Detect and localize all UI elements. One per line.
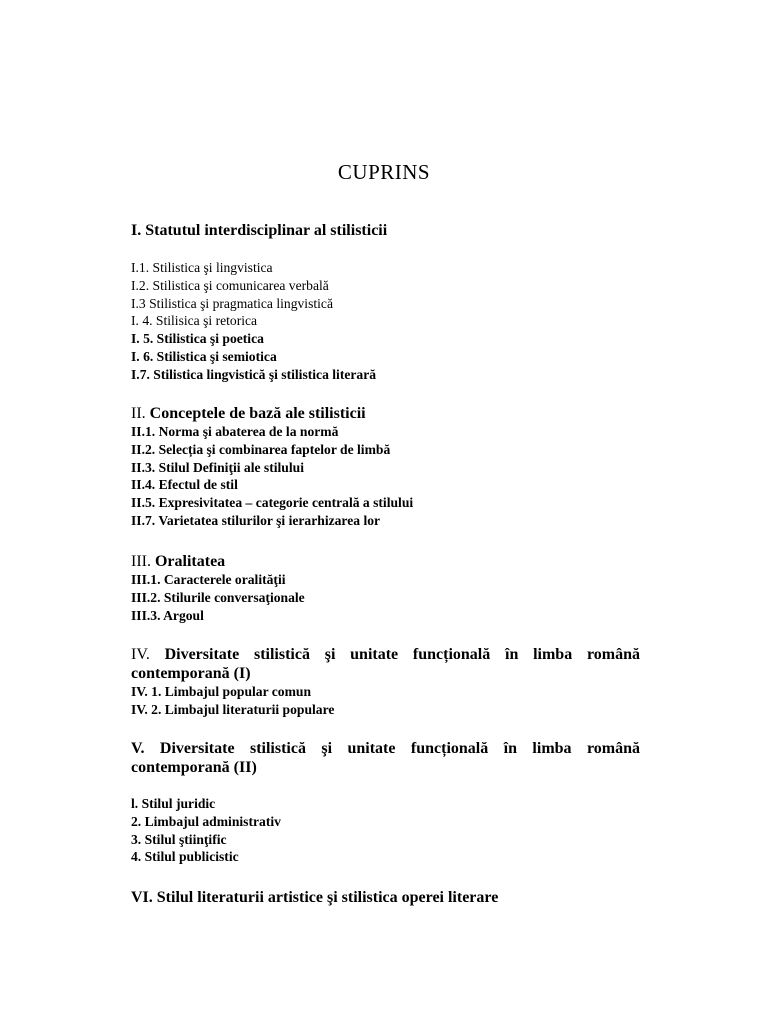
toc-item: II.7. Varietatea stilurilor şi ierarhizarea lor (131, 512, 381, 528)
toc-item: III.3. Argoul (131, 607, 204, 623)
toc-item: 4. Stilul publicistic (131, 849, 239, 865)
toc-heading-3-num: III. (131, 553, 151, 570)
toc-section-1 (131, 221, 640, 240)
toc-items-5 (131, 795, 640, 866)
toc-heading-4-num: IV. (131, 646, 150, 663)
toc-heading-6 (131, 888, 640, 907)
toc-heading-2 (131, 404, 640, 423)
toc-item: 2. Limbajul administrativ (131, 813, 281, 829)
toc-item: I.3 Stilistica şi pragmatica lingvistică (131, 295, 333, 311)
toc-section-5 (131, 739, 640, 777)
toc-item: I.2. Stilistica şi comunicarea verbală (131, 277, 329, 293)
toc-item: I.1. Stilistica şi lingvistica (131, 260, 273, 275)
toc-item: 3. Stilul ştiinţific (131, 831, 227, 847)
toc-item: III.2. Stilurile conversaţionale (131, 589, 305, 605)
toc-item: II.2. Selecția şi combinarea faptelor de limbă (131, 441, 391, 457)
toc-item: l. Stilul juridic (131, 796, 216, 811)
toc-heading-5-title: Diversitate stilistică şi unitate funcțională în limba română contemporană (II) (131, 740, 640, 776)
toc-section-2 (131, 404, 640, 530)
toc-heading-6-num: VI. (131, 889, 153, 906)
toc-heading-5-num: V. (131, 740, 145, 757)
toc-item: IV. 2. Limbajul literaturii populare (131, 701, 335, 717)
toc-heading-2-num: II. (131, 405, 146, 422)
toc-heading-1-num: I. (131, 222, 142, 239)
toc-heading-4 (131, 645, 640, 683)
toc-heading-1-title: Statutul interdisciplinar al stilisticii (141, 222, 388, 239)
toc-item: II.4. Efectul de stil (131, 477, 238, 493)
toc-heading-5 (131, 739, 640, 777)
toc-item: II.1. Norma şi abaterea de la normă (131, 424, 339, 439)
toc-item: III.1. Caracterele oralităţii (131, 572, 286, 587)
toc-section-6 (131, 888, 640, 907)
toc-heading-4-title: Diversitate stilistică şi unitate funcțională în limba română contemporană (I) (131, 646, 640, 682)
toc-section-4 (131, 645, 640, 719)
toc-item: I. 5. Stilistica şi poetica (131, 331, 264, 347)
toc-heading-1 (131, 221, 640, 240)
toc-title: CUPRINS (337, 160, 431, 184)
toc-items-1 (131, 259, 640, 384)
toc-heading-2-title: Conceptele de bază ale stilisticii (145, 405, 366, 422)
toc-item: II.3. Stilul Definiţii ale stilului (131, 459, 304, 475)
toc-heading-3-title: Oralitatea (150, 553, 226, 570)
toc-item: I. 4. Stilisica şi retorica (131, 313, 258, 329)
toc-item: I. 6. Stilistica şi semiotica (131, 348, 277, 364)
toc-item: IV. 1. Limbajul popular comun (131, 684, 312, 699)
toc-heading-6-title: Stilul literaturii artistice şi stilistica operei literare (152, 889, 499, 906)
toc-heading-3 (131, 552, 640, 571)
toc-item: II.5. Expresivitatea – categorie centrală a stilului (131, 495, 414, 511)
toc-section-3 (131, 552, 640, 624)
toc-item: I.7. Stilistica lingvistică şi stilistica literară (131, 366, 377, 382)
